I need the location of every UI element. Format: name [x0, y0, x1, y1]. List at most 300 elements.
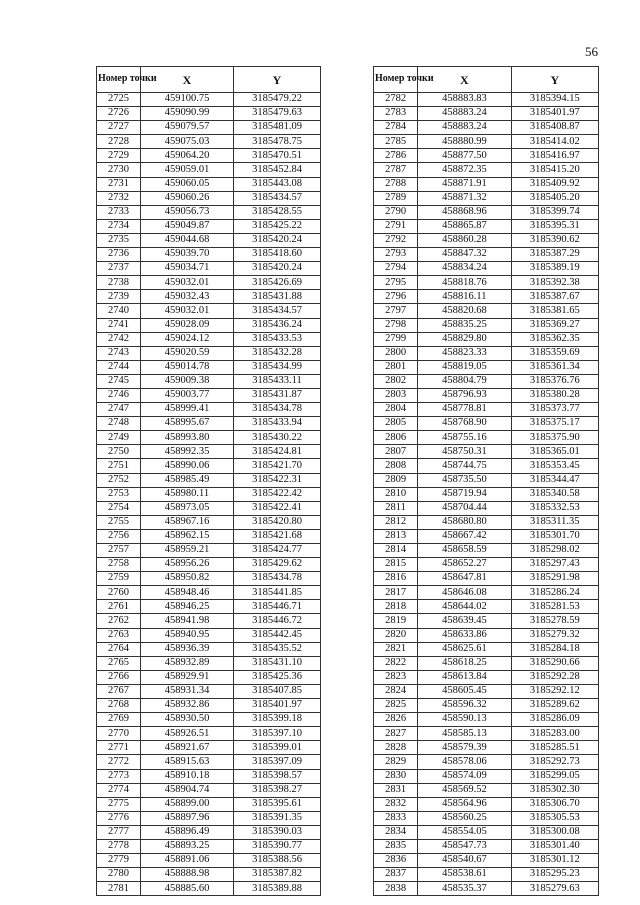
- y-coordinate-cell: 3185421.68: [234, 529, 321, 543]
- y-coordinate-cell: 3185353.45: [511, 459, 598, 473]
- point-number-cell: 2779: [97, 854, 141, 868]
- x-coordinate-cell: 458872.35: [418, 163, 511, 177]
- x-coordinate-cell: 458818.76: [418, 276, 511, 290]
- point-number-cell: 2836: [374, 854, 418, 868]
- x-coordinate-cell: 459014.78: [141, 360, 234, 374]
- y-coordinate-cell: 3185452.84: [234, 163, 321, 177]
- point-number-header: Номер точки: [97, 67, 141, 93]
- x-coordinate-cell: 458865.87: [418, 219, 511, 233]
- point-number-cell: 2813: [374, 529, 418, 543]
- y-coordinate-cell: 3185431.88: [234, 290, 321, 304]
- table-row: [97, 769, 321, 783]
- y-coordinate-cell: 3185301.40: [511, 839, 598, 853]
- table-row: [97, 642, 321, 656]
- y-coordinate-cell: 3185442.45: [234, 628, 321, 642]
- x-coordinate-cell: 458930.50: [141, 713, 234, 727]
- point-number-cell: 2808: [374, 459, 418, 473]
- point-number-cell: 2743: [97, 346, 141, 360]
- point-number-cell: 2789: [374, 191, 418, 205]
- y-coordinate-cell: 3185446.71: [234, 600, 321, 614]
- x-coordinate-cell: 458750.31: [418, 445, 511, 459]
- x-coordinate-cell: 459034.71: [141, 262, 234, 276]
- y-coordinate-cell: 3185394.15: [511, 93, 598, 107]
- point-number-cell: 2806: [374, 431, 418, 445]
- point-number-cell: 2770: [97, 727, 141, 741]
- point-number-cell: 2835: [374, 839, 418, 853]
- table-row: [374, 515, 599, 529]
- table-row: [374, 868, 599, 882]
- x-coordinate-cell: 458931.34: [141, 684, 234, 698]
- y-coordinate-cell: 3185369.27: [511, 318, 598, 332]
- page-number: 56: [585, 44, 598, 59]
- y-coordinate-cell: 3185433.53: [234, 332, 321, 346]
- table-row: [374, 783, 599, 797]
- x-header: X: [141, 67, 234, 93]
- y-coordinate-cell: 3185405.20: [511, 191, 598, 205]
- x-coordinate-cell: 458535.37: [418, 882, 511, 896]
- point-number-cell: 2764: [97, 642, 141, 656]
- point-number-cell: 2805: [374, 417, 418, 431]
- table-row: [97, 191, 321, 205]
- point-number-cell: 2768: [97, 699, 141, 713]
- y-coordinate-cell: 3185434.57: [234, 304, 321, 318]
- y-coordinate-cell: 3185436.24: [234, 318, 321, 332]
- point-number-cell: 2749: [97, 431, 141, 445]
- y-coordinate-cell: 3185390.77: [234, 839, 321, 853]
- table-row: [374, 262, 599, 276]
- y-coordinate-cell: 3185279.32: [511, 628, 598, 642]
- y-coordinate-cell: 3185392.38: [511, 276, 598, 290]
- point-number-cell: 2820: [374, 628, 418, 642]
- table-row: [374, 825, 599, 839]
- table-row: [374, 854, 599, 868]
- y-coordinate-cell: 3185300.08: [511, 825, 598, 839]
- point-number-cell: 2781: [97, 882, 141, 896]
- table-row: [97, 318, 321, 332]
- y-coordinate-cell: 3185299.05: [511, 769, 598, 783]
- point-number-cell: 2740: [97, 304, 141, 318]
- table-row: [374, 135, 599, 149]
- x-coordinate-cell: 458835.25: [418, 318, 511, 332]
- x-coordinate-cell: 458847.32: [418, 248, 511, 262]
- point-number-cell: 2817: [374, 586, 418, 600]
- point-number-cell: 2741: [97, 318, 141, 332]
- table-row: [374, 642, 599, 656]
- y-coordinate-cell: 3185433.11: [234, 374, 321, 388]
- point-number-cell: 2727: [97, 121, 141, 135]
- x-coordinate-cell: 458921.67: [141, 741, 234, 755]
- point-number-cell: 2824: [374, 684, 418, 698]
- x-coordinate-cell: 459075.03: [141, 135, 234, 149]
- table-row: [374, 403, 599, 417]
- x-coordinate-cell: 459060.26: [141, 191, 234, 205]
- x-coordinate-cell: 458735.50: [418, 473, 511, 487]
- table-row: [97, 684, 321, 698]
- x-coordinate-cell: 458910.18: [141, 769, 234, 783]
- coordinates-table-right: [373, 66, 599, 896]
- y-coordinate-cell: 3185395.61: [234, 797, 321, 811]
- point-number-cell: 2733: [97, 205, 141, 219]
- y-coordinate-cell: 3185401.97: [511, 107, 598, 121]
- point-number-cell: 2752: [97, 473, 141, 487]
- x-coordinate-cell: 458880.99: [418, 135, 511, 149]
- x-coordinate-cell: 459056.73: [141, 205, 234, 219]
- x-coordinate-cell: 458973.05: [141, 501, 234, 515]
- point-number-cell: 2758: [97, 558, 141, 572]
- table-row: [374, 149, 599, 163]
- point-number-cell: 2773: [97, 769, 141, 783]
- y-coordinate-cell: 3185387.67: [511, 290, 598, 304]
- y-coordinate-cell: 3185398.27: [234, 783, 321, 797]
- y-coordinate-cell: 3185435.52: [234, 642, 321, 656]
- table-row: [97, 262, 321, 276]
- table-row: [374, 417, 599, 431]
- x-coordinate-cell: 458768.90: [418, 417, 511, 431]
- point-number-cell: 2826: [374, 713, 418, 727]
- x-coordinate-cell: 458667.42: [418, 529, 511, 543]
- x-coordinate-cell: 458578.06: [418, 755, 511, 769]
- y-coordinate-cell: 3185399.74: [511, 205, 598, 219]
- y-coordinate-cell: 3185429.62: [234, 558, 321, 572]
- table-row: [374, 219, 599, 233]
- point-number-cell: 2745: [97, 374, 141, 388]
- point-number-cell: 2799: [374, 332, 418, 346]
- table-row: [374, 699, 599, 713]
- point-number-cell: 2821: [374, 642, 418, 656]
- x-coordinate-cell: 458719.94: [418, 487, 511, 501]
- point-number-cell: 2797: [374, 304, 418, 318]
- point-number-cell: 2775: [97, 797, 141, 811]
- table-row: [97, 614, 321, 628]
- point-number-cell: 2829: [374, 755, 418, 769]
- y-coordinate-cell: 3185414.02: [511, 135, 598, 149]
- x-coordinate-cell: 458946.25: [141, 600, 234, 614]
- table-row: [97, 459, 321, 473]
- x-coordinate-cell: 458829.80: [418, 332, 511, 346]
- x-coordinate-cell: 458904.74: [141, 783, 234, 797]
- point-number-cell: 2766: [97, 670, 141, 684]
- x-coordinate-cell: 458885.60: [141, 882, 234, 896]
- y-coordinate-cell: 3185425.22: [234, 219, 321, 233]
- y-coordinate-cell: 3185470.51: [234, 149, 321, 163]
- table-row: [374, 93, 599, 107]
- x-coordinate-cell: 458639.45: [418, 614, 511, 628]
- y-coordinate-cell: 3185431.10: [234, 656, 321, 670]
- y-coordinate-cell: 3185306.70: [511, 797, 598, 811]
- x-coordinate-cell: 458538.61: [418, 868, 511, 882]
- table-row: [374, 177, 599, 191]
- table-row: [97, 755, 321, 769]
- table-row: [374, 727, 599, 741]
- x-coordinate-cell: 458980.11: [141, 487, 234, 501]
- point-number-cell: 2794: [374, 262, 418, 276]
- x-coordinate-cell: 459020.59: [141, 346, 234, 360]
- x-coordinate-cell: 458999.41: [141, 403, 234, 417]
- point-number-cell: 2802: [374, 374, 418, 388]
- x-coordinate-cell: 459079.57: [141, 121, 234, 135]
- x-coordinate-cell: 458896.49: [141, 825, 234, 839]
- table-row: [97, 501, 321, 515]
- point-number-cell: 2750: [97, 445, 141, 459]
- y-coordinate-cell: 3185305.53: [511, 811, 598, 825]
- y-coordinate-cell: 3185481.09: [234, 121, 321, 135]
- x-coordinate-cell: 458995.67: [141, 417, 234, 431]
- y-coordinate-cell: 3185420.80: [234, 515, 321, 529]
- x-coordinate-cell: 458897.96: [141, 811, 234, 825]
- x-coordinate-cell: 458993.80: [141, 431, 234, 445]
- point-number-cell: 2819: [374, 614, 418, 628]
- table-row: [97, 515, 321, 529]
- y-coordinate-cell: 3185281.53: [511, 600, 598, 614]
- y-coordinate-cell: 3185424.77: [234, 544, 321, 558]
- y-coordinate-cell: 3185416.97: [511, 149, 598, 163]
- point-number-cell: 2800: [374, 346, 418, 360]
- table-row: [374, 346, 599, 360]
- y-coordinate-cell: 3185278.59: [511, 614, 598, 628]
- y-coordinate-cell: 3185344.47: [511, 473, 598, 487]
- x-coordinate-cell: 458883.24: [418, 121, 511, 135]
- y-coordinate-cell: 3185291.98: [511, 572, 598, 586]
- x-coordinate-cell: 458652.27: [418, 558, 511, 572]
- x-coordinate-cell: 458796.93: [418, 388, 511, 402]
- point-number-cell: 2744: [97, 360, 141, 374]
- y-coordinate-cell: 3185407.85: [234, 684, 321, 698]
- y-coordinate-cell: 3185389.88: [234, 882, 321, 896]
- table-header-row: [97, 67, 321, 93]
- x-coordinate-cell: 459003.77: [141, 388, 234, 402]
- point-number-cell: 2780: [97, 868, 141, 882]
- x-coordinate-cell: 459039.70: [141, 248, 234, 262]
- point-number-cell: 2769: [97, 713, 141, 727]
- point-number-cell: 2783: [374, 107, 418, 121]
- y-coordinate-cell: 3185285.51: [511, 741, 598, 755]
- x-coordinate-cell: 458929.91: [141, 670, 234, 684]
- y-coordinate-cell: 3185422.42: [234, 487, 321, 501]
- table-row: [97, 149, 321, 163]
- y-coordinate-cell: 3185441.85: [234, 586, 321, 600]
- table-row: [374, 318, 599, 332]
- table-row: [374, 290, 599, 304]
- y-coordinate-cell: 3185279.63: [511, 882, 598, 896]
- point-number-cell: 2807: [374, 445, 418, 459]
- x-coordinate-cell: 458647.81: [418, 572, 511, 586]
- table-row: [374, 572, 599, 586]
- y-coordinate-cell: 3185398.57: [234, 769, 321, 783]
- point-number-cell: 2771: [97, 741, 141, 755]
- table-row: [374, 459, 599, 473]
- x-coordinate-cell: 458778.81: [418, 403, 511, 417]
- point-number-cell: 2736: [97, 248, 141, 262]
- point-number-cell: 2815: [374, 558, 418, 572]
- point-number-cell: 2738: [97, 276, 141, 290]
- table-row: [97, 431, 321, 445]
- point-number-cell: 2818: [374, 600, 418, 614]
- table-row: [97, 825, 321, 839]
- y-coordinate-cell: 3185283.00: [511, 727, 598, 741]
- x-coordinate-cell: 458962.15: [141, 529, 234, 543]
- table-row: [374, 839, 599, 853]
- y-coordinate-cell: 3185359.69: [511, 346, 598, 360]
- y-coordinate-cell: 3185375.17: [511, 417, 598, 431]
- point-number-cell: 2784: [374, 121, 418, 135]
- coordinates-table-left: [96, 66, 321, 896]
- y-coordinate-cell: 3185332.53: [511, 501, 598, 515]
- table-row: [97, 544, 321, 558]
- point-number-cell: 2796: [374, 290, 418, 304]
- table-row: [97, 121, 321, 135]
- x-coordinate-cell: 458633.86: [418, 628, 511, 642]
- table-row: [97, 783, 321, 797]
- y-coordinate-cell: 3185425.36: [234, 670, 321, 684]
- x-coordinate-cell: 458891.06: [141, 854, 234, 868]
- table-row: [374, 163, 599, 177]
- table-row: [97, 93, 321, 107]
- point-number-cell: 2772: [97, 755, 141, 769]
- table-row: [374, 769, 599, 783]
- y-coordinate-cell: 3185292.73: [511, 755, 598, 769]
- y-coordinate-cell: 3185409.92: [511, 177, 598, 191]
- x-coordinate-cell: 458888.98: [141, 868, 234, 882]
- y-coordinate-cell: 3185375.90: [511, 431, 598, 445]
- point-number-cell: 2753: [97, 487, 141, 501]
- table-row: [97, 529, 321, 543]
- x-coordinate-cell: 458871.91: [418, 177, 511, 191]
- point-number-cell: 2786: [374, 149, 418, 163]
- y-coordinate-cell: 3185443.08: [234, 177, 321, 191]
- x-coordinate-cell: 458816.11: [418, 290, 511, 304]
- point-number-cell: 2732: [97, 191, 141, 205]
- y-coordinate-cell: 3185432.28: [234, 346, 321, 360]
- table-row: [374, 713, 599, 727]
- x-coordinate-cell: 459064.20: [141, 149, 234, 163]
- point-number-cell: 2795: [374, 276, 418, 290]
- x-header: X: [418, 67, 511, 93]
- table-row: [97, 572, 321, 586]
- point-number-cell: 2774: [97, 783, 141, 797]
- y-coordinate-cell: 3185418.60: [234, 248, 321, 262]
- table-row: [374, 431, 599, 445]
- y-coordinate-cell: 3185434.57: [234, 191, 321, 205]
- table-row: [97, 332, 321, 346]
- point-number-cell: 2731: [97, 177, 141, 191]
- y-coordinate-cell: 3185401.97: [234, 699, 321, 713]
- x-coordinate-cell: 458871.32: [418, 191, 511, 205]
- x-coordinate-cell: 459059.01: [141, 163, 234, 177]
- table-row: [374, 191, 599, 205]
- y-coordinate-cell: 3185292.28: [511, 670, 598, 684]
- table-row: [97, 882, 321, 896]
- x-coordinate-cell: 459100.75: [141, 93, 234, 107]
- table-row: [97, 163, 321, 177]
- x-coordinate-cell: 459024.12: [141, 332, 234, 346]
- x-coordinate-cell: 458860.28: [418, 233, 511, 247]
- y-coordinate-cell: 3185421.70: [234, 459, 321, 473]
- table-row: [97, 107, 321, 121]
- point-number-cell: 2791: [374, 219, 418, 233]
- point-number-cell: 2757: [97, 544, 141, 558]
- point-number-cell: 2754: [97, 501, 141, 515]
- x-coordinate-cell: 458680.80: [418, 515, 511, 529]
- x-coordinate-cell: 458560.25: [418, 811, 511, 825]
- x-coordinate-cell: 459028.09: [141, 318, 234, 332]
- x-coordinate-cell: 458564.96: [418, 797, 511, 811]
- point-number-cell: 2725: [97, 93, 141, 107]
- y-coordinate-cell: 3185301.70: [511, 529, 598, 543]
- x-coordinate-cell: 458941.98: [141, 614, 234, 628]
- point-number-cell: 2790: [374, 205, 418, 219]
- point-number-cell: 2761: [97, 600, 141, 614]
- point-number-cell: 2803: [374, 388, 418, 402]
- x-coordinate-cell: 458554.05: [418, 825, 511, 839]
- y-coordinate-cell: 3185422.31: [234, 473, 321, 487]
- point-number-cell: 2827: [374, 727, 418, 741]
- point-number-header: Номер точки: [374, 67, 418, 93]
- table-row: [97, 797, 321, 811]
- y-coordinate-cell: 3185415.20: [511, 163, 598, 177]
- table-row: [374, 529, 599, 543]
- point-number-cell: 2810: [374, 487, 418, 501]
- table-row: [97, 656, 321, 670]
- x-coordinate-cell: 459060.05: [141, 177, 234, 191]
- x-coordinate-cell: 458893.25: [141, 839, 234, 853]
- x-coordinate-cell: 459032.43: [141, 290, 234, 304]
- table-row: [374, 501, 599, 515]
- y-coordinate-cell: 3185479.63: [234, 107, 321, 121]
- table-row: [97, 248, 321, 262]
- x-coordinate-cell: 458590.13: [418, 713, 511, 727]
- y-coordinate-cell: 3185295.23: [511, 868, 598, 882]
- y-coordinate-cell: 3185420.24: [234, 233, 321, 247]
- y-coordinate-cell: 3185479.22: [234, 93, 321, 107]
- x-coordinate-cell: 458755.16: [418, 431, 511, 445]
- point-number-cell: 2814: [374, 544, 418, 558]
- point-number-cell: 2834: [374, 825, 418, 839]
- y-coordinate-cell: 3185284.18: [511, 642, 598, 656]
- y-coordinate-cell: 3185397.10: [234, 727, 321, 741]
- table-header-row: [374, 67, 599, 93]
- table-row: [97, 445, 321, 459]
- x-coordinate-cell: 458967.16: [141, 515, 234, 529]
- x-coordinate-cell: 458936.39: [141, 642, 234, 656]
- point-number-cell: 2776: [97, 811, 141, 825]
- y-coordinate-cell: 3185298.02: [511, 544, 598, 558]
- table-row: [97, 628, 321, 642]
- x-coordinate-cell: 458990.06: [141, 459, 234, 473]
- table-row: [97, 600, 321, 614]
- x-coordinate-cell: 459032.01: [141, 276, 234, 290]
- table-row: [374, 332, 599, 346]
- y-coordinate-cell: 3185302.30: [511, 783, 598, 797]
- y-coordinate-cell: 3185433.94: [234, 417, 321, 431]
- table-row: [374, 360, 599, 374]
- y-coordinate-cell: 3185395.31: [511, 219, 598, 233]
- x-coordinate-cell: 458932.86: [141, 699, 234, 713]
- table-row: [374, 121, 599, 135]
- x-coordinate-cell: 458596.32: [418, 699, 511, 713]
- point-number-cell: 2755: [97, 515, 141, 529]
- table-row: [374, 544, 599, 558]
- y-coordinate-cell: 3185431.87: [234, 388, 321, 402]
- table-row: [97, 586, 321, 600]
- point-number-cell: 2809: [374, 473, 418, 487]
- table-row: [374, 304, 599, 318]
- x-coordinate-cell: 458658.59: [418, 544, 511, 558]
- table-row: [97, 670, 321, 684]
- x-coordinate-cell: 458646.08: [418, 586, 511, 600]
- table-row: [374, 670, 599, 684]
- y-header: Y: [511, 67, 598, 93]
- point-number-cell: 2788: [374, 177, 418, 191]
